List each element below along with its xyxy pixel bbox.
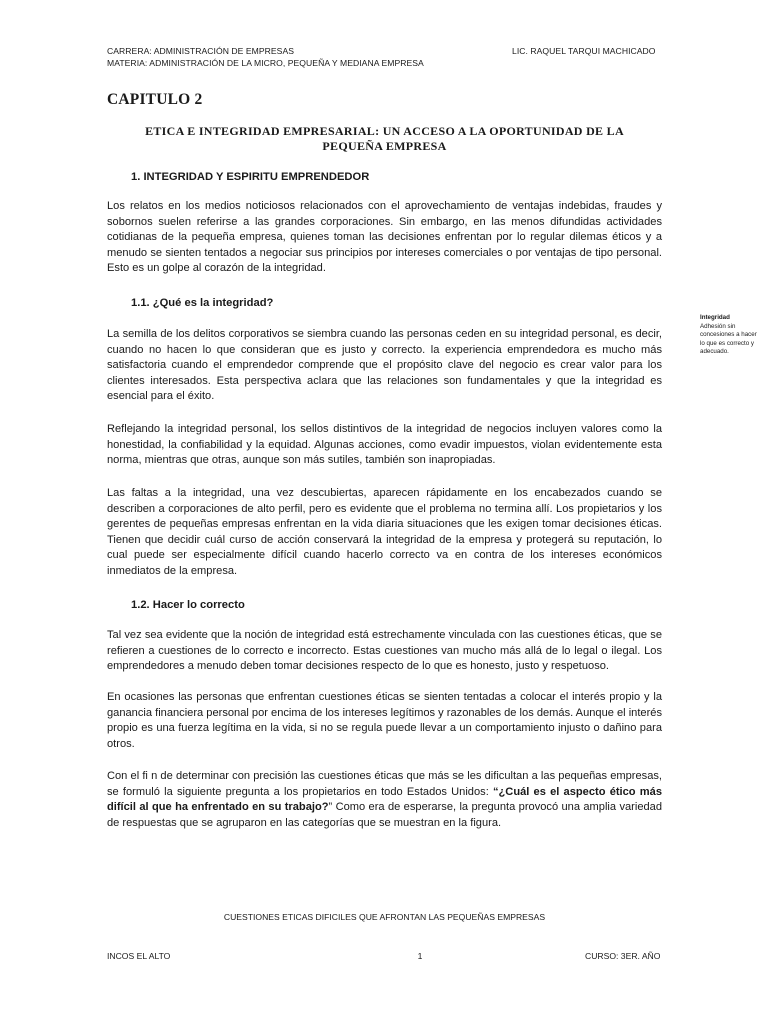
header-subject: MATERIA: ADMINISTRACIÓN DE LA MICRO, PEQUEÑA Y MEDIANA EMPRESA [107, 58, 424, 68]
paragraph-text-start: Con el fi n de determinar con precisión las cuestiones éticas que más se les dificultan a las pequeñas empresas, se formuló la siguiente pregunta a los propietarios en todo Estados Unidos: [107, 770, 662, 798]
section-1-2-paragraph-3 [107, 769, 662, 831]
section-1-paragraph: Los relatos en los medios noticiosos relacionados con el aprovechamiento de ventajas indebidas, fraudes y sobornos suelen referirse a las grandes corporaciones. Sin embargo, en las menos difundidas actividades cotidianas de la pequeña empresa, quienes toman las decisiones enfrentan por lo regular dilemas éticos y a menudo se sienten tentados a negociar sus principios por intereses comerciales o por ventajas de tipo personal. Esto es un golpe al corazón de la integridad. [107, 200, 662, 275]
section-1-1-heading: 1.1. ¿Qué es la integridad? [131, 297, 274, 309]
figure-caption: CUESTIONES ETICAS DIFICILES QUE AFRONTAN LAS PEQUEÑAS EMPRESAS [223, 912, 546, 922]
section-1-2-heading: 1.2. Hacer lo correcto [131, 599, 245, 611]
chapter-title [107, 124, 662, 154]
section-1-heading: 1. INTEGRIDAD Y ESPIRITU EMPRENDEDOR [131, 171, 370, 183]
section-1-1-paragraph-2: Reflejando la integridad personal, los sellos distintivos de la integridad de negocios incluyen valores como la honestidad, la confiabilidad y la equidad. Algunas acciones, como evadir impuestos, violan evidentemente esta norma, mientras que otras, aunque son más sutiles, también son inapropiadas. [107, 423, 662, 467]
section-1-1-paragraph-3: Las faltas a la integridad, una vez descubiertas, aparecen rápidamente en los encabezados cuando se describen a corporaciones de alto perfil, pero es evidente que el problema no termina allí. Los propietarios y los gerentes de pequeñas empresas enfrentan en la vida diaria situaciones que les exigen tomar decisiones éticas. Tienen que decidir cuál curso de acción conservará la integridad de la empresa y protegerá su reputación, lo cual puede ser especialmente difícil cuando hacerlo correcto va en contra de los intereses económicos inmediatos de la empresa. [107, 487, 662, 577]
footer-institution: INCOS EL ALTO [107, 951, 171, 961]
margin-note-title: Integridad [700, 314, 730, 321]
margin-note-text: Adhesión sin concesiones a hacer lo que es correcto y adecuado. [700, 322, 757, 356]
header-career: CARRERA: ADMINISTRACIÓN DE EMPRESAS [107, 46, 295, 56]
section-1-2-paragraph-2: En ocasiones las personas que enfrentan cuestiones éticas se sienten tentadas a colocar el interés propio y la ganancia financiera personal por encima de los intereses legítimos y razonables de los demás. Aunque el interés propio es una fuerza legítima en la vida, si no se regula puede llevar a un comportamiento injusto o dañino para otros. [107, 691, 663, 750]
chapter-title-line2: PEQUEÑA EMPRESA [322, 139, 447, 153]
page-number: 1 [417, 951, 423, 961]
section-1-1-paragraph-1: La semilla de los delitos corporativos se siembra cuando las personas ceden en su integridad personal, es decir, cuando no hacen lo que consideran que es justo y correcto. la experiencia emprendedora es mucho más satisfactoria cuando el emprendedor comprende que el propósito clave del negocio es crear valor para los clientes interesados. Esta perspectiva aclara que las relaciones son fundamentales y que la integridad es esencial para el éxito. [107, 328, 662, 403]
page-header-left [107, 45, 507, 69]
footer-course: CURSO: 3ER. AÑO [585, 951, 661, 961]
paragraph-text-end: ” Como era de esperarse, la pregunta provocó una amplia variedad de respuestas que se agruparon en las categorías que se muestran en la figura. [107, 801, 662, 829]
header-author: LIC. RAQUEL TARQUI MACHICADO [512, 46, 656, 56]
section-1-2-paragraph-1: Tal vez sea evidente que la noción de integridad está estrechamente vinculada con las cuestiones éticas, que se refieren a cuestiones de lo correcto e incorrecto. Estas cuestiones van mucho más allá de lo legal o ilegal. Los emprendedores a menudo deben tomar decisiones respecto de lo que es honesto, justo y respetuoso. [107, 629, 662, 673]
margin-note [700, 314, 760, 357]
chapter-title-line1: ETICA E INTEGRIDAD EMPRESARIAL: UN ACCESO A LA OPORTUNIDAD DE LA [145, 124, 624, 138]
chapter-heading: CAPITULO 2 [107, 91, 203, 108]
survey-question: “¿Cuál es el aspecto ético más difícil al que ha enfrentado en su trabajo? [107, 785, 662, 814]
